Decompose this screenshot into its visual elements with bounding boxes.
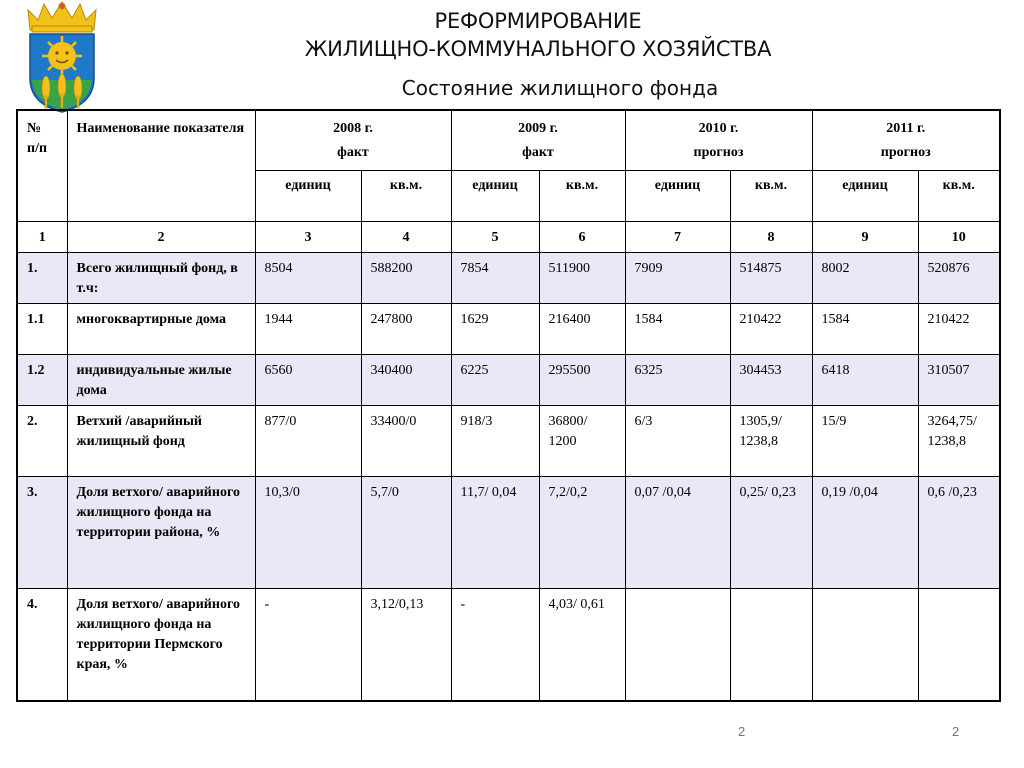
- housing-stock-table: [16, 109, 1001, 702]
- row-number: 2.: [17, 406, 67, 477]
- header-year-2011: [812, 110, 1000, 171]
- header-year-2009: [451, 110, 625, 171]
- cell-value: 340400: [361, 355, 451, 406]
- cell-value: 5,7/0: [361, 477, 451, 589]
- column-index: 8: [730, 222, 812, 253]
- table-row: [17, 589, 1000, 701]
- table-row: [17, 304, 1000, 355]
- unit-area: кв.м.: [730, 171, 812, 222]
- column-index: 7: [625, 222, 730, 253]
- year-label: 2011 г.: [886, 121, 926, 136]
- unit-area: кв.м.: [539, 171, 625, 222]
- year-kind: факт: [337, 145, 369, 160]
- cell-value: [812, 589, 918, 701]
- cell-value: 1584: [625, 304, 730, 355]
- cell-value: 216400: [539, 304, 625, 355]
- row-name: индивидуальные жилые дома: [67, 355, 255, 406]
- cell-value: [730, 589, 812, 701]
- slide-number: 2: [952, 724, 960, 739]
- year-label: 2008 г.: [333, 121, 373, 136]
- unit-area: кв.м.: [918, 171, 1000, 222]
- cell-value: 514875: [730, 253, 812, 304]
- cell-value: 33400/0: [361, 406, 451, 477]
- cell-value: -: [255, 589, 361, 701]
- table-row: [17, 355, 1000, 406]
- column-index: 4: [361, 222, 451, 253]
- header-num: [17, 110, 67, 222]
- row-number: 4.: [17, 589, 67, 701]
- cell-value: 10,3/0: [255, 477, 361, 589]
- header-row-index: [17, 222, 1000, 253]
- year-kind: прогноз: [880, 145, 931, 160]
- row-number: 3.: [17, 477, 67, 589]
- row-number: 1.1: [17, 304, 67, 355]
- header-year-2008: [255, 110, 451, 171]
- cell-value: -: [451, 589, 539, 701]
- row-number: 1.2: [17, 355, 67, 406]
- header-num-line2: п/п: [27, 141, 48, 156]
- table-row: [17, 406, 1000, 477]
- cell-value: 36800/ 1200: [539, 406, 625, 477]
- cell-value: 588200: [361, 253, 451, 304]
- cell-value: 310507: [918, 355, 1000, 406]
- unit-count: единиц: [255, 171, 361, 222]
- cell-value: 918/3: [451, 406, 539, 477]
- year-kind: факт: [522, 145, 554, 160]
- year-label: 2009 г.: [518, 121, 558, 136]
- sun-icon: [42, 36, 82, 76]
- cell-value: 1944: [255, 304, 361, 355]
- page-title-line-1: РЕФОРМИРОВАНИЕ: [434, 9, 642, 33]
- header-year-2010: [625, 110, 812, 171]
- cell-value: 8504: [255, 253, 361, 304]
- cell-value: 295500: [539, 355, 625, 406]
- unit-count: единиц: [812, 171, 918, 222]
- page-number: 2: [738, 724, 746, 739]
- unit-area: кв.м.: [361, 171, 451, 222]
- cell-value: 0,07 /0,04: [625, 477, 730, 589]
- cell-value: 1584: [812, 304, 918, 355]
- cell-value: 520876: [918, 253, 1000, 304]
- cell-value: 1305,9/ 1238,8: [730, 406, 812, 477]
- cell-value: 11,7/ 0,04: [451, 477, 539, 589]
- cell-value: 0,19 /0,04: [812, 477, 918, 589]
- cell-value: 6/3: [625, 406, 730, 477]
- cell-value: 7854: [451, 253, 539, 304]
- cell-value: 4,03/ 0,61: [539, 589, 625, 701]
- column-index: 6: [539, 222, 625, 253]
- table-row: [17, 253, 1000, 304]
- year-kind: прогноз: [693, 145, 744, 160]
- row-name: Ветхий /аварийный жилищный фонд: [67, 406, 255, 477]
- cell-value: 3264,75/ 1238,8: [918, 406, 1000, 477]
- cell-value: 304453: [730, 355, 812, 406]
- cell-value: 7,2/0,2: [539, 477, 625, 589]
- cell-value: 210422: [918, 304, 1000, 355]
- cell-value: 8002: [812, 253, 918, 304]
- cell-value: 3,12/0,13: [361, 589, 451, 701]
- cell-value: 6418: [812, 355, 918, 406]
- cell-value: [918, 589, 1000, 701]
- header-name: Наименование показателя: [67, 110, 255, 222]
- column-index: 2: [67, 222, 255, 253]
- cell-value: 877/0: [255, 406, 361, 477]
- page-subtitle: Состояние жилищного фонда: [401, 76, 719, 100]
- cell-value: 0,25/ 0,23: [730, 477, 812, 589]
- cell-value: 210422: [730, 304, 812, 355]
- column-index: 1: [17, 222, 67, 253]
- table-row: [17, 477, 1000, 589]
- crown-icon: [28, 2, 96, 32]
- header-num-line1: №: [27, 121, 42, 136]
- year-label: 2010 г.: [698, 121, 739, 136]
- cell-value: 511900: [539, 253, 625, 304]
- cell-value: 6560: [255, 355, 361, 406]
- column-index: 10: [918, 222, 1000, 253]
- cell-value: [625, 589, 730, 701]
- column-index: 5: [451, 222, 539, 253]
- unit-count: единиц: [625, 171, 730, 222]
- cell-value: 1629: [451, 304, 539, 355]
- cell-value: 247800: [361, 304, 451, 355]
- column-index: 3: [255, 222, 361, 253]
- cell-value: 6225: [451, 355, 539, 406]
- row-number: 1.: [17, 253, 67, 304]
- row-name: Доля ветхого/ аварийного жилищного фонда на территории района, %: [67, 477, 255, 589]
- row-name: Всего жилищный фонд, в т.ч:: [67, 253, 255, 304]
- row-name: Доля ветхого/ аварийного жилищного фонда на территории Пермского края, %: [67, 589, 255, 701]
- page-title-line-2: ЖИЛИЩНО-КОММУНАЛЬНОГО ХОЗЯЙСТВА: [304, 37, 772, 61]
- unit-count: единиц: [451, 171, 539, 222]
- header-row-years: [17, 110, 1000, 171]
- cell-value: 15/9: [812, 406, 918, 477]
- cell-value: 0,6 /0,23: [918, 477, 1000, 589]
- cell-value: 6325: [625, 355, 730, 406]
- row-name: многоквартирные дома: [67, 304, 255, 355]
- cell-value: 7909: [625, 253, 730, 304]
- coat-of-arms-logo: [24, 0, 100, 114]
- column-index: 9: [812, 222, 918, 253]
